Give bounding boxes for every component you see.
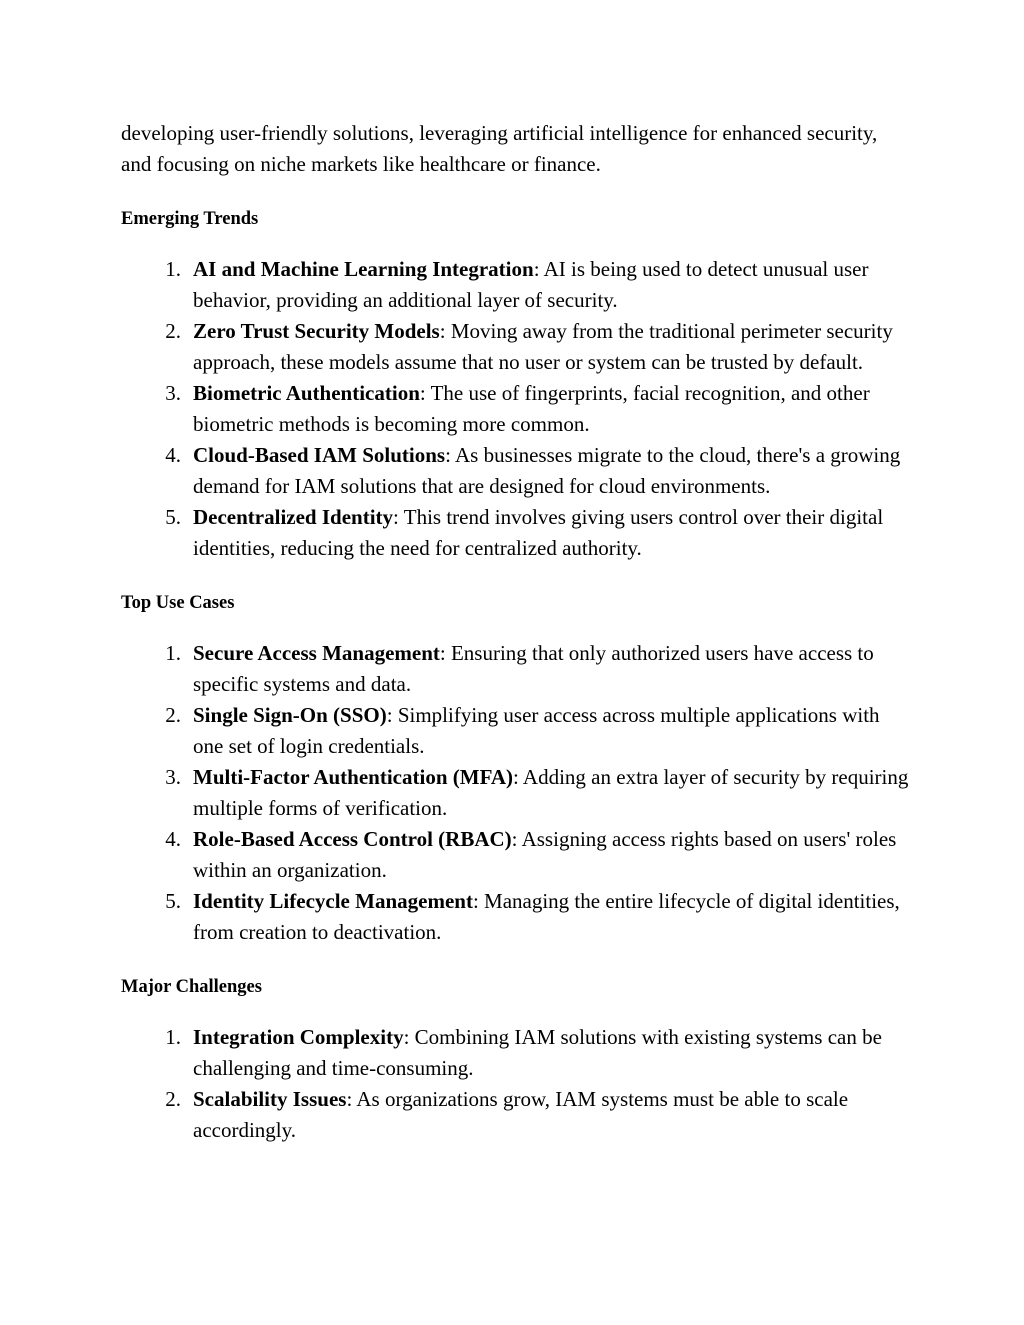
list-description: : Ensuring that only authorized users have access to specific systems and data.: [193, 641, 874, 696]
section-heading-top-use-cases: Top Use Cases: [121, 593, 235, 613]
list-description: : As organizations grow, IAM systems must be able to scale accordingly.: [193, 1087, 849, 1142]
emerging-trends-list: [121, 254, 911, 564]
list-term: Biometric Authentication: [193, 381, 420, 405]
list-number: 5.: [165, 889, 181, 913]
list-number: 1.: [165, 641, 181, 665]
document-page: [121, 118, 911, 1146]
list-description: : Simplifying user access across multiple applications with one set of login credentials.: [193, 703, 880, 758]
section-heading-major-challenges: Major Challenges: [121, 977, 262, 997]
list-term: Integration Complexity: [193, 1025, 404, 1049]
list-term: Single Sign-On (SSO): [193, 703, 387, 727]
list-number: 4.: [165, 443, 181, 467]
list-item: [121, 378, 911, 440]
list-item: [121, 502, 911, 564]
list-item: [121, 1084, 911, 1146]
list-description: : Combining IAM solutions with existing systems can be challenging and time-consuming.: [193, 1025, 882, 1080]
list-description: : The use of fingerprints, facial recognition, and other biometric methods is becoming more common.: [193, 381, 870, 436]
list-description: : AI is being used to detect unusual user behavior, providing an additional layer of security.: [193, 257, 869, 312]
top-use-cases-list: [121, 638, 911, 948]
list-description: : Assigning access rights based on users' roles within an organization.: [193, 827, 897, 882]
list-term: Identity Lifecycle Management: [193, 889, 473, 913]
list-number: 2.: [165, 319, 181, 343]
list-description: : This trend involves giving users control over their digital identities, reducing the need for centralized authority.: [193, 505, 884, 560]
list-number: 1.: [165, 1025, 181, 1049]
list-number: 2.: [165, 1087, 181, 1111]
list-term: Multi-Factor Authentication (MFA): [193, 765, 513, 789]
list-number: 1.: [165, 257, 181, 281]
list-item: [121, 824, 911, 886]
list-term: Scalability Issues: [193, 1087, 347, 1111]
list-item: [121, 440, 911, 502]
list-item: [121, 254, 911, 316]
list-item: [121, 762, 911, 824]
list-term: Decentralized Identity: [193, 505, 394, 529]
list-term: AI and Machine Learning Integration: [193, 257, 534, 281]
list-item: [121, 886, 911, 948]
list-item: [121, 638, 911, 700]
major-challenges-list: [121, 1022, 911, 1146]
list-item: [121, 700, 911, 762]
list-description: : Managing the entire lifecycle of digital identities, from creation to deactivation.: [193, 889, 900, 944]
list-term: Zero Trust Security Models: [193, 319, 440, 343]
intro-paragraph: developing user-friendly solutions, leveraging artificial intelligence for enhanced security, and focusing on niche markets like healthcare or finance.: [121, 121, 878, 176]
list-term: Cloud-Based IAM Solutions: [193, 443, 446, 467]
list-description: : Adding an extra layer of security by requiring multiple forms of verification.: [193, 765, 909, 820]
list-item: [121, 1022, 911, 1084]
list-number: 5.: [165, 505, 181, 529]
list-number: 3.: [165, 381, 181, 405]
list-item: [121, 316, 911, 378]
list-number: 4.: [165, 827, 181, 851]
list-number: 3.: [165, 765, 181, 789]
list-term: Secure Access Management: [193, 641, 440, 665]
list-description: : Moving away from the traditional perimeter security approach, these models assume that no user or system can be trusted by default.: [193, 319, 893, 374]
list-number: 2.: [165, 703, 181, 727]
section-heading-emerging-trends: Emerging Trends: [121, 209, 259, 229]
list-description: : As businesses migrate to the cloud, there's a growing demand for IAM solutions that are designed for cloud environments.: [193, 443, 901, 498]
list-term: Role-Based Access Control (RBAC): [193, 827, 512, 851]
